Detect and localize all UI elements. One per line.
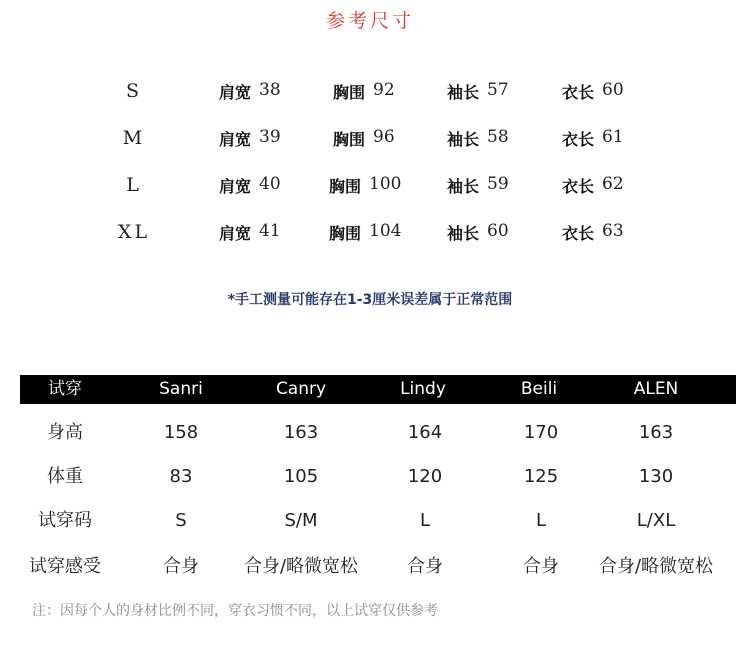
- table-cell: 158: [163, 422, 199, 443]
- measure-value: 58: [487, 127, 509, 147]
- header-cell: Beili: [520, 379, 558, 399]
- measure-value: 41: [259, 221, 281, 241]
- measure-value: 38: [259, 80, 281, 100]
- table-cell: 170: [523, 422, 559, 443]
- size-row-s: [0, 80, 750, 110]
- table-cell: 合身: [163, 556, 199, 577]
- measure-label: 胸围: [329, 224, 362, 243]
- measure-value: 59: [487, 174, 509, 194]
- measurement-note: *手工测量可能存在1-3厘米误差属于正常范围: [227, 292, 513, 308]
- measure-label: 胸围: [333, 130, 366, 149]
- header-cell: ALEN: [633, 379, 679, 399]
- measure-value: 60: [487, 221, 509, 241]
- measure-label: 袖长: [447, 83, 480, 102]
- size-label: XL: [117, 221, 151, 243]
- row-label: 试穿感受: [29, 556, 101, 577]
- measure-label: 胸围: [333, 83, 366, 102]
- measure-value: 57: [487, 80, 509, 100]
- table-row: [0, 413, 750, 453]
- table-cell: S/M: [284, 510, 318, 531]
- measure-value: 100: [369, 174, 402, 194]
- table-cell: 合身/略微宽松: [243, 556, 359, 577]
- header-cell: Sanri: [159, 379, 203, 399]
- header-cell: Lindy: [400, 379, 446, 399]
- table-row: [0, 457, 750, 497]
- header-cell: 试穿: [48, 379, 82, 399]
- table-cell: 合身: [407, 556, 443, 577]
- size-label: S: [125, 80, 143, 102]
- measure-value: 39: [259, 127, 281, 147]
- measure-label: 肩宽: [219, 130, 252, 149]
- header-cell: Canry: [275, 379, 327, 399]
- table-cell: 合身/略微宽松: [598, 556, 714, 577]
- page-title: 参考尺寸: [325, 10, 414, 32]
- measure-label: 衣长: [562, 83, 595, 102]
- measure-label: 胸围: [329, 177, 362, 196]
- measure-label: 肩宽: [219, 224, 252, 243]
- footnote: 注：因每个人的身材比例不同，穿衣习惯不同，以上试穿仅供参考: [32, 603, 438, 619]
- size-label: L: [126, 174, 142, 196]
- table-cell: 120: [407, 466, 443, 487]
- try-on-table-header: [20, 375, 736, 404]
- measure-label: 肩宽: [219, 177, 252, 196]
- table-cell: S: [175, 510, 187, 531]
- measure-label: 袖长: [447, 224, 480, 243]
- row-label: 体重: [47, 466, 83, 487]
- row-label: 身高: [47, 422, 83, 443]
- table-cell: 163: [638, 422, 674, 443]
- size-row-l: [0, 174, 750, 204]
- measure-value: 92: [373, 80, 395, 100]
- measure-label: 衣长: [562, 224, 595, 243]
- size-label: M: [122, 127, 146, 149]
- measure-value: 60: [602, 80, 624, 100]
- measure-value: 63: [602, 221, 624, 241]
- table-cell: 164: [407, 422, 443, 443]
- row-label: 试穿码: [38, 510, 92, 531]
- table-row: [0, 501, 750, 541]
- table-cell: 83: [169, 466, 193, 487]
- table-cell: 130: [638, 466, 674, 487]
- size-row-xl: [0, 221, 750, 251]
- table-cell: L: [419, 510, 431, 531]
- table-row: [0, 547, 750, 587]
- table-cell: L: [535, 510, 547, 531]
- measure-label: 肩宽: [219, 83, 252, 102]
- measure-label: 袖长: [447, 177, 480, 196]
- measure-value: 62: [602, 174, 624, 194]
- table-cell: 163: [283, 422, 319, 443]
- measure-value: 61: [602, 127, 624, 147]
- measure-label: 衣长: [562, 130, 595, 149]
- table-cell: 合身: [523, 556, 559, 577]
- measure-label: 衣长: [562, 177, 595, 196]
- table-cell: 125: [523, 466, 559, 487]
- measure-label: 袖长: [447, 130, 480, 149]
- measure-value: 104: [369, 221, 402, 241]
- size-chart: [0, 70, 750, 260]
- size-row-m: [0, 127, 750, 157]
- measure-value: 40: [259, 174, 281, 194]
- table-cell: L/XL: [636, 510, 676, 531]
- measure-value: 96: [373, 127, 395, 147]
- table-cell: 105: [283, 466, 319, 487]
